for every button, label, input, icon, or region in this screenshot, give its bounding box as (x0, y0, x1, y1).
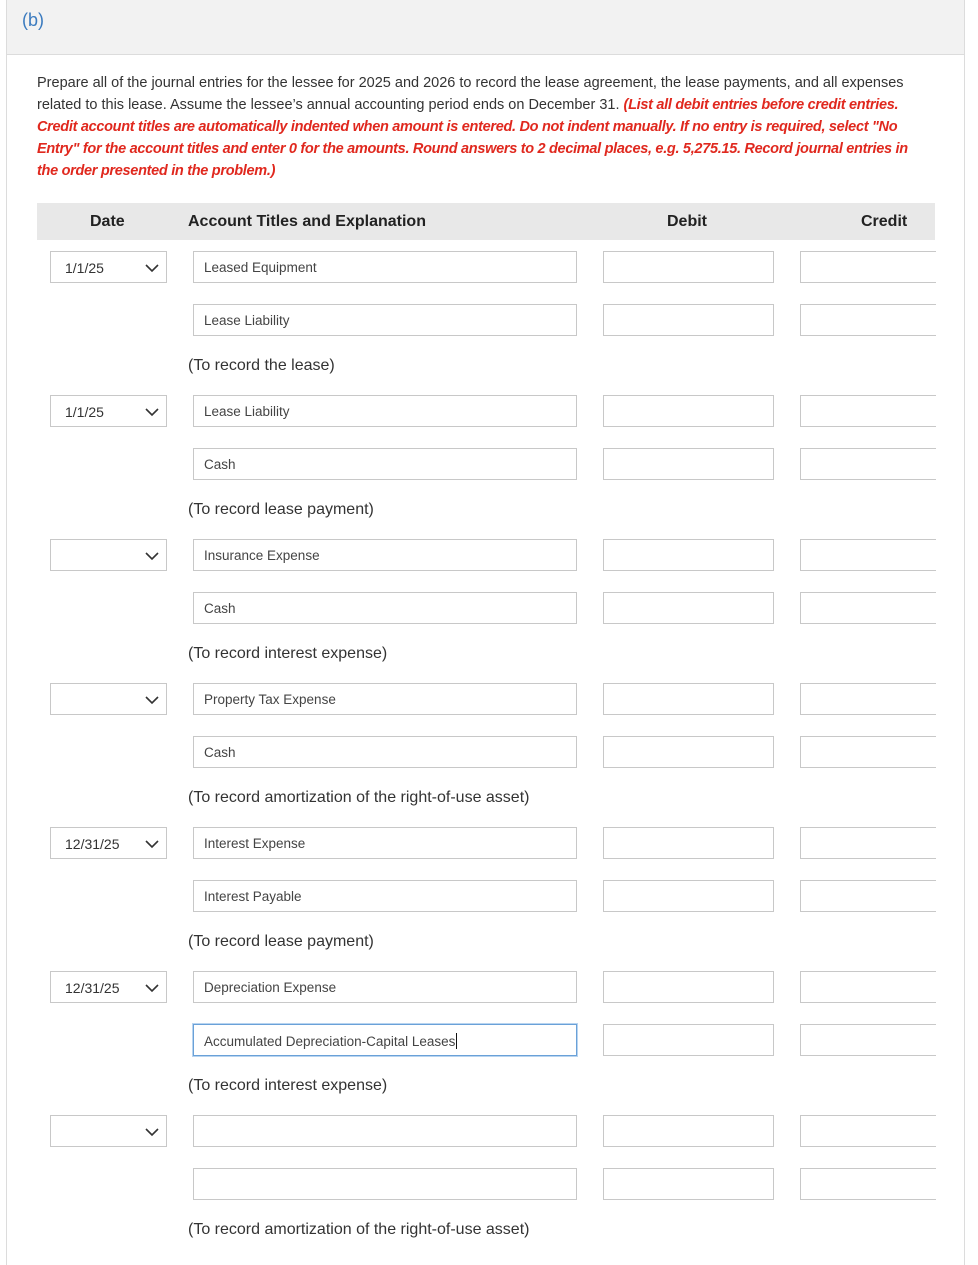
debit-amount-field[interactable] (603, 971, 774, 1003)
debit-amount-field[interactable] (603, 880, 774, 912)
credit-amount-field[interactable] (800, 827, 936, 859)
chevron-down-icon (144, 405, 160, 419)
credit-amount-field[interactable] (800, 1115, 936, 1147)
debit-amount-field[interactable] (603, 251, 774, 283)
debit-account-field[interactable] (193, 683, 577, 715)
chevron-down-icon (144, 1125, 160, 1139)
chevron-down-icon (144, 981, 160, 995)
date-dropdown[interactable] (50, 1115, 167, 1147)
debit-amount-field[interactable] (603, 1168, 774, 1200)
credit-account-field[interactable] (193, 592, 577, 624)
chevron-down-icon (144, 693, 160, 707)
credit-amount-field[interactable] (800, 1168, 936, 1200)
credit-amount-field[interactable] (800, 736, 936, 768)
entry-explanation: (To record the lease) (188, 357, 335, 374)
date-value: 1/1/25 (65, 260, 104, 276)
debit-amount-field[interactable] (603, 304, 774, 336)
account-value: Interest Expense (204, 836, 306, 851)
instructions (37, 72, 917, 182)
account-value: Insurance Expense (204, 548, 320, 563)
date-value: 1/1/25 (65, 404, 104, 420)
credit-amount-field[interactable] (800, 971, 936, 1003)
debit-account-field[interactable] (193, 539, 577, 571)
credit-amount-field[interactable] (800, 448, 936, 480)
date-value: 12/31/25 (65, 836, 120, 852)
credit-amount-field[interactable] (800, 304, 936, 336)
credit-amount-field[interactable] (800, 683, 936, 715)
entry-explanation: (To record amortization of the right-of-use asset) (188, 789, 530, 806)
entry-explanation: (To record lease payment) (188, 501, 374, 518)
account-value: Depreciation Expense (204, 980, 337, 995)
credit-amount-field[interactable] (800, 539, 936, 571)
date-value: 12/31/25 (65, 980, 120, 996)
credit-amount-field[interactable] (800, 880, 936, 912)
debit-amount-field[interactable] (603, 448, 774, 480)
credit-column-header: Credit (861, 213, 908, 230)
entry-explanation: (To record lease payment) (188, 933, 374, 950)
date-dropdown[interactable] (50, 827, 167, 859)
date-column-header: Date (90, 213, 125, 230)
account-value: Cash (204, 457, 236, 472)
date-dropdown[interactable] (50, 395, 167, 427)
chevron-down-icon (144, 549, 160, 563)
account-value: Cash (204, 601, 236, 616)
part-header (6, 0, 965, 55)
account-value: Interest Payable (204, 889, 302, 904)
debit-account-field[interactable] (193, 827, 577, 859)
account-value: Leased Equipment (204, 260, 317, 275)
entry-explanation: (To record interest expense) (188, 1077, 388, 1094)
date-dropdown[interactable] (50, 539, 167, 571)
credit-account-field[interactable] (193, 304, 577, 336)
debit-amount-field[interactable] (603, 683, 774, 715)
debit-account-field[interactable] (193, 395, 577, 427)
debit-amount-field[interactable] (603, 736, 774, 768)
debit-amount-field[interactable] (603, 395, 774, 427)
account-value: Accumulated Depreciation-Capital Leases (204, 1034, 456, 1049)
chevron-down-icon (144, 837, 160, 851)
debit-amount-field[interactable] (603, 592, 774, 624)
debit-amount-field[interactable] (603, 1024, 774, 1056)
credit-account-field-active[interactable] (193, 1024, 577, 1056)
text-caret (456, 1033, 457, 1049)
date-dropdown[interactable] (50, 251, 167, 283)
credit-amount-field[interactable] (800, 251, 936, 283)
account-value: Cash (204, 745, 236, 760)
instructions-text: Prepare all of the journal entries for the lessee for 2025 and 2026 to record the lease agreement, the lease payments, and all expenses related to this lease. Assume the lessee’s annual accounting period ends on December 31. (37, 75, 904, 113)
debit-account-field[interactable] (193, 251, 577, 283)
debit-amount-field[interactable] (603, 827, 774, 859)
credit-amount-field[interactable] (800, 1024, 936, 1056)
credit-account-field[interactable] (193, 736, 577, 768)
account-value: Property Tax Expense (204, 692, 336, 707)
debit-account-field[interactable] (193, 1115, 577, 1147)
entry-explanation: (To record interest expense) (188, 645, 388, 662)
journal-table-header (37, 203, 935, 240)
credit-account-field[interactable] (193, 880, 577, 912)
debit-amount-field[interactable] (603, 539, 774, 571)
debit-amount-field[interactable] (603, 1115, 774, 1147)
date-dropdown[interactable] (50, 971, 167, 1003)
account-column-header: Account Titles and Explanation (188, 213, 426, 230)
credit-account-field[interactable] (193, 448, 577, 480)
date-dropdown[interactable] (50, 683, 167, 715)
chevron-down-icon (144, 261, 160, 275)
account-value: Lease Liability (204, 404, 290, 419)
credit-account-field[interactable] (193, 1168, 577, 1200)
account-value: Lease Liability (204, 313, 290, 328)
credit-amount-field[interactable] (800, 395, 936, 427)
entry-explanation: (To record amortization of the right-of-use asset) (188, 1221, 530, 1238)
debit-column-header: Debit (667, 213, 707, 230)
debit-account-field[interactable] (193, 971, 577, 1003)
instructions-emphasis: (List all debit entries before credit entries. Credit account titles are automatically indented when amount is entered. Do not indent manually. If no entry is required, select "No Entry" for the account titles and enter 0 for the amounts. Round answers to 2 decimal places, e.g. 5,275.15. Record journal entries in the order presented in the problem.) (37, 97, 908, 179)
credit-amount-field[interactable] (800, 592, 936, 624)
part-label: (b) (22, 10, 44, 30)
